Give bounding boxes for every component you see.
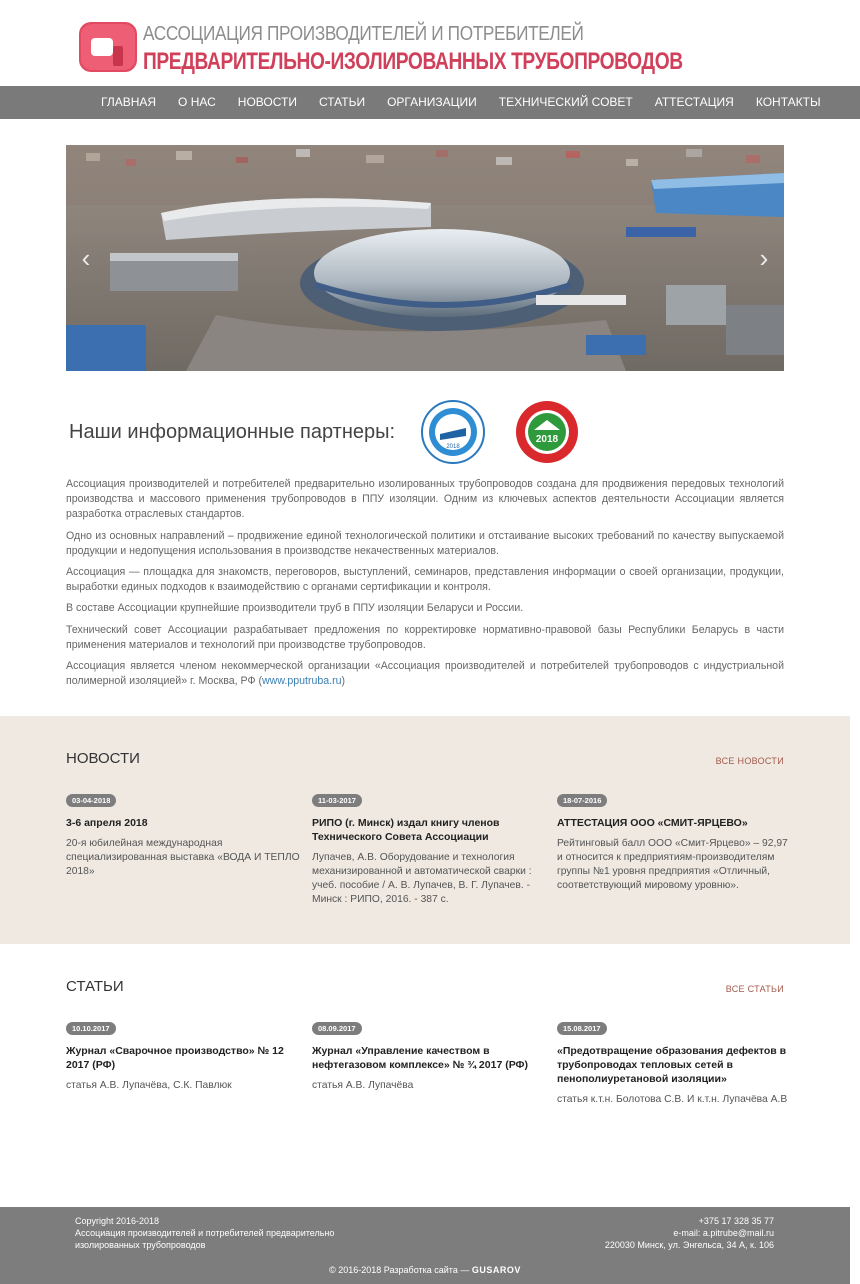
news-title: НОВОСТИ [66,750,140,767]
site-footer [0,1207,850,1284]
all-articles-link[interactable]: ВСЕ СТАТЬИ [725,984,784,994]
about-paragraph: Технический совет Ассоциации разрабатывает предложения по корректировке нормативно-правовой базы Республики Беларусь в части применения материалов и технологий при производстве трубопроводов. [66,623,784,651]
nav-item-contacts[interactable]: КОНТАКТЫ [755,95,821,109]
hero-image [66,145,784,371]
article-date-badge: 08.09.2017 [312,1022,362,1035]
articles-title: СТАТЬИ [66,978,124,995]
partner-logo-construction-forum[interactable] [514,400,580,464]
slider-prev-icon[interactable]: ‹ [81,243,91,273]
article-title-link[interactable]: «Предотвращение образования дефектов в трубопроводах тепловых сетей в пенополиуретановой изоляции» [557,1045,787,1085]
hero-slider[interactable] [66,145,784,371]
partner-logo-energy-efficiency[interactable] [420,400,486,464]
news-date-badge: 18-07-2016 [557,794,607,807]
about-paragraph: Одно из основных направлений – продвижение единой технологической политики и отстаивание высоких требований по качеству выпускаемой продукции и недопущения использования в производстве некачественных материалов. [66,529,784,557]
news-section [0,716,850,944]
article-title-link[interactable]: Журнал «Управление качеством в нефтегазовом комплексе» № ¾ 2017 (РФ) [312,1045,529,1071]
partners-title: Наши информационные партнеры: [69,421,396,443]
about-paragraph: В составе Ассоциации крупнейшие производители труб в ППУ изоляции Беларуси и России. [66,602,524,615]
news-card [312,790,548,907]
footer-credits-text: © 2016-2018 Разработка сайта — [329,1265,472,1275]
footer-copyright: Copyright 2016-2018 [75,1216,160,1226]
about-paragraph: Ассоциация производителей и потребителей предварительно изолированных трубопроводов создана для продвижения передовых технологий производства и массового применения трубопроводов в ППУ изоляции. Одним из ключевых аспектов деятельности Ассоциации является разработка отраслевых стандартов. [66,478,784,521]
footer-org-info [75,1215,375,1251]
nav-item-attestation[interactable]: АТТЕСТАЦИЯ [654,95,734,109]
article-authors: статья А.В. Лупачёва, С.К. Павлюк [66,1080,232,1091]
article-authors: статья к.т.н. Болотова С.В. И к.т.н. Лупачёва А.В [557,1094,788,1105]
article-date-badge: 15.08.2017 [557,1022,607,1035]
article-card [66,1018,302,1093]
partner-logo-1-year: 2018 [446,444,460,450]
nav-item-tech-council[interactable]: ТЕХНИЧЕСКИЙ СОВЕТ [498,95,633,109]
about-paragraph: Ассоциация — площадка для знакомств, переговоров, выступлений, семинаров, представления информации о своей организации, продукции, выработки единых подходов к взаимодействию с органами сертификации и контроля. [66,566,784,594]
site-header [0,0,860,86]
footer-phone[interactable]: +375 17 328 35 77 [698,1216,774,1226]
footer-contacts [605,1215,774,1251]
news-date-badge: 03-04-2018 [66,794,116,807]
footer-address: 220030 Минск, ул. Энгельса, 34 А, к. 106 [604,1240,774,1250]
main-nav [0,86,860,119]
news-card [66,790,302,879]
nav-item-articles[interactable]: СТАТЬИ [318,95,366,109]
slider-next-icon[interactable]: › [759,243,769,273]
about-text [66,477,784,695]
org-name-line1: АССОЦИАЦИЯ ПРОИЗВОДИТЕЛЕЙ И ПОТРЕБИТЕЛЕЙ [143,23,584,45]
article-title-link[interactable]: Журнал «Сварочное производство» № 12 2017 (РФ) [66,1045,284,1071]
footer-email[interactable]: e-mail: a.pitrube@mail.ru [673,1228,774,1238]
nav-item-home[interactable]: ГЛАВНАЯ [101,95,157,109]
news-title-link[interactable]: РИПО (г. Минск) издал книгу членов Технического Совета Ассоциации [312,817,500,843]
nav-item-organizations[interactable]: ОРГАНИЗАЦИИ [387,95,477,109]
news-title-link[interactable]: 3-6 апреля 2018 [66,817,148,829]
all-news-link[interactable]: ВСЕ НОВОСТИ [715,756,784,766]
footer-credits [0,1265,850,1275]
about-paragraph [66,659,784,689]
footer-org-name: Ассоциация производителей и потребителей предварительно изолированных трубопроводов [75,1228,335,1250]
news-date-badge: 11-03-2017 [312,794,362,807]
about-paragraph-text: ) [341,675,346,688]
about-paragraph-text: Ассоциация является членом некоммерческой организации «Ассоциация производителей и потребителей трубопроводов с индустриальной полимерной изоляцией» г. Москва, РФ ( [66,660,784,688]
logo-icon[interactable] [79,22,139,72]
news-title-link[interactable]: АТТЕСТАЦИЯ ООО «СМИТ-ЯРЦЕВО» [557,817,748,829]
developer-link[interactable]: GUSAROV [471,1265,521,1275]
article-card [557,1018,793,1107]
article-card [312,1018,548,1093]
news-card [557,790,793,893]
org-name-line2: ПРЕДВАРИТЕЛЬНО-ИЗОЛИРОВАННЫХ ТРУБОПРОВОДОВ [143,48,683,75]
news-excerpt: Рейтинговый балл ООО «Смит-Ярцево» – 92,97 и относится к предприятиям-производителям группы №1 уровня предприятия «Отличный, соответствующий мировому уровню». [557,838,788,891]
article-date-badge: 10.10.2017 [66,1022,116,1035]
pputruba-link[interactable]: www.pputruba.ru [262,675,342,688]
news-excerpt: Лупачев, А.В. Оборудование и технология механизированной и автоматической сварки : учеб. пособие / А. В. Лупачев, В. Г. Лупачев. - Минск : РИПО, 2016. - 387 с. [312,852,532,905]
article-authors: статья А.В. Лупачёва [312,1080,414,1091]
nav-item-about[interactable]: О НАС [178,95,216,109]
news-excerpt: 20-я юбилейная международная специализированная выставка «ВОДА И ТЕПЛО 2018» [66,838,300,877]
nav-item-news[interactable]: НОВОСТИ [237,95,297,109]
partner-logo-2-year: 2018 [535,434,559,445]
